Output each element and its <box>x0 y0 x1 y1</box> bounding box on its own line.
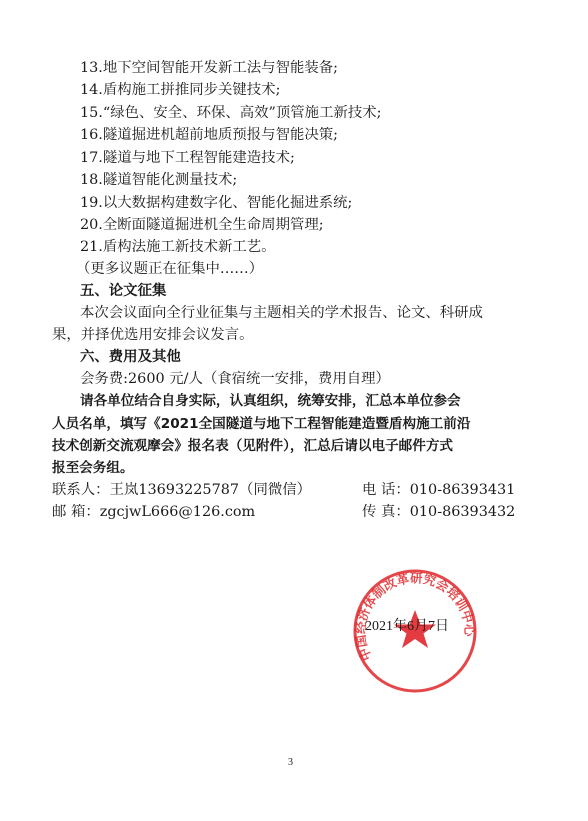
seal-text: 中国经济体制改革研究会培训中心 <box>352 570 478 663</box>
section-heading-papers: 五、论文征集 <box>80 283 167 299</box>
topic-item: 15.“绿色、安全、环保、高效”顶管施工新技术; <box>80 105 382 121</box>
instruction-line: 技术创新交流观摩会》报名表（见附件），汇总后请以电子邮件方式 <box>52 438 454 454</box>
instruction-line: 人员名单，填写《2021全国隧道与地下工程智能建造暨盾构施工前沿 <box>52 416 471 432</box>
paragraph-line: 本次会议面向全行业征集与主题相关的学术报告、论文、科研成 <box>80 305 483 321</box>
topic-item: 21.盾构法施工新技术新工艺。 <box>80 239 276 255</box>
topic-item: 19.以大数据构建数字化、智能化掘进系统; <box>80 195 353 211</box>
issue-date: 2021年6月7日 <box>365 619 449 634</box>
contact-person: 联系人：王岚13693225787（同微信） <box>52 482 312 498</box>
topic-item: 18.隧道智能化测量技术; <box>80 172 238 188</box>
instruction-line: 报至会务组。 <box>52 460 134 476</box>
contact-phone: 电 话：010-86393431 <box>362 482 516 498</box>
page-number: 3 <box>288 757 293 768</box>
topic-item: 13.地下空间智能开发新工法与智能装备; <box>80 60 338 76</box>
contact-fax: 传 真：010-86393432 <box>362 504 516 520</box>
paragraph-line: 果，并择优选用安排会议发言。 <box>52 327 254 343</box>
section-heading-fees: 六、费用及其他 <box>80 349 181 365</box>
contact-email: 邮 箱：zgcjwL666@126.com <box>52 504 256 520</box>
fee-line: 会务费:2600 元/人（食宿统一安排，费用自理） <box>80 371 390 387</box>
topic-item: 14.盾构施工拼推同步关键技术; <box>80 82 281 98</box>
topic-item: 20.全断面隧道掘进机全生命周期管理; <box>80 217 324 233</box>
topic-more-note: （更多议题正在征集中……） <box>76 261 264 277</box>
topic-item: 16.隧道掘进机超前地质预报与智能决策; <box>80 127 338 143</box>
instruction-line: 请各单位结合自身实际，认真组织，统筹安排，汇总本单位参会 <box>80 393 461 409</box>
topic-item: 17.隧道与地下工程智能建造技术; <box>80 150 295 166</box>
